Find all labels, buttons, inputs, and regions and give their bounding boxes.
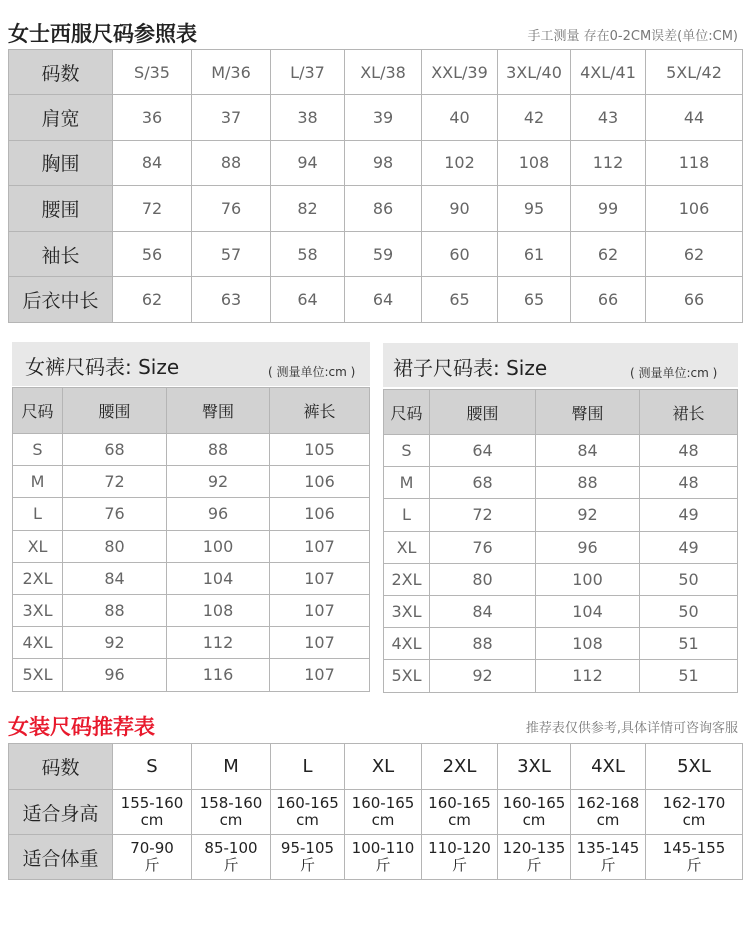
column-header: 裤长	[270, 388, 370, 434]
table-row	[13, 530, 370, 562]
table-cell: 80	[430, 563, 536, 595]
recommend-size-table	[8, 743, 743, 880]
column-header: 裙长	[640, 390, 738, 435]
table-cell: 94	[271, 140, 345, 186]
table-cell	[646, 835, 743, 880]
table-cell: 76	[430, 531, 536, 563]
range-unit: cm	[682, 811, 706, 829]
table-row	[384, 563, 738, 595]
recommend-chart-note: 推荐表仅供参考,具体详情可咨询客服	[525, 721, 738, 736]
table-cell: 66	[646, 277, 743, 323]
range-unit: cm	[296, 811, 319, 829]
table-row	[9, 95, 743, 141]
column-header: M	[192, 744, 271, 790]
table-cell: 64	[271, 277, 345, 323]
skirt-header-row	[384, 390, 738, 435]
table-cell	[498, 835, 571, 880]
table-cell: 50	[640, 563, 738, 595]
table-cell: 106	[270, 466, 370, 498]
table-cell: 36	[113, 95, 192, 141]
skirt-size-table	[383, 389, 738, 693]
table-cell: 104	[167, 562, 270, 594]
range-value: 110-120	[428, 839, 491, 857]
column-header: XL	[345, 744, 422, 790]
table-cell: 90	[422, 186, 498, 232]
table-row	[9, 186, 743, 232]
row-label: XL	[384, 531, 430, 563]
row-label: 后衣中长	[9, 277, 113, 323]
column-header: 3XL/40	[498, 50, 571, 95]
pants-header-row	[13, 388, 370, 434]
column-header: 尺码	[13, 388, 63, 434]
column-header: 2XL	[422, 744, 498, 790]
table-cell: 62	[571, 231, 646, 277]
table-cell: 80	[63, 530, 167, 562]
table-cell	[571, 835, 646, 880]
table-row	[13, 627, 370, 659]
row-label: M	[384, 467, 430, 499]
table-cell: 107	[270, 659, 370, 691]
table-row	[384, 531, 738, 563]
table-cell	[113, 790, 192, 835]
table-cell: 49	[640, 531, 738, 563]
column-header: 臀围	[167, 388, 270, 434]
table-cell: 92	[167, 466, 270, 498]
column-header: 腰围	[63, 388, 167, 434]
range-unit: cm	[219, 811, 243, 829]
pants-chart-title: 女裤尺码表: Size	[25, 355, 180, 379]
table-cell: 38	[271, 95, 345, 141]
column-header: L	[271, 744, 345, 790]
table-cell	[271, 835, 345, 880]
table-cell: 112	[167, 627, 270, 659]
table-cell: 95	[498, 186, 571, 232]
range-value: 135-145	[576, 839, 640, 857]
table-cell: 100	[167, 530, 270, 562]
table-cell: 118	[646, 140, 743, 186]
table-cell: 92	[63, 627, 167, 659]
row-label: L	[384, 499, 430, 531]
table-cell: 84	[536, 435, 640, 467]
range-unit: 斤	[451, 856, 467, 874]
table-row	[384, 628, 738, 660]
row-label: M	[13, 466, 63, 498]
table-cell: 59	[345, 231, 422, 277]
column-header: 5XL/42	[646, 50, 743, 95]
table-cell: 68	[430, 467, 536, 499]
table-cell: 112	[571, 140, 646, 186]
row-label: 5XL	[384, 660, 430, 692]
suit-chart-title: 女士西服尺码参照表	[8, 22, 197, 46]
table-cell: 61	[498, 231, 571, 277]
table-row	[13, 659, 370, 691]
suit-chart-note: 手工测量 存在0-2CM误差(单位:CM)	[527, 29, 738, 44]
table-cell: 108	[498, 140, 571, 186]
table-row	[9, 231, 743, 277]
table-cell	[192, 835, 271, 880]
range-value: 160-165	[428, 794, 491, 812]
table-cell	[113, 835, 192, 880]
table-cell: 42	[498, 95, 571, 141]
range-unit: 斤	[686, 856, 702, 874]
table-cell: 107	[270, 594, 370, 626]
table-cell: 66	[571, 277, 646, 323]
table-cell	[422, 790, 498, 835]
table-cell: 48	[640, 467, 738, 499]
table-cell: 51	[640, 660, 738, 692]
table-cell: 92	[536, 499, 640, 531]
table-cell: 37	[192, 95, 271, 141]
range-value: 120-135	[502, 839, 566, 857]
table-cell: 105	[270, 434, 370, 466]
row-label: 4XL	[384, 628, 430, 660]
table-cell: 88	[167, 434, 270, 466]
column-header: XXL/39	[422, 50, 498, 95]
table-cell: 98	[345, 140, 422, 186]
table-cell: 62	[113, 277, 192, 323]
table-cell: 88	[536, 467, 640, 499]
range-value: 95-105	[280, 839, 335, 857]
recommend-header-row	[9, 744, 743, 790]
skirt-chart-note: ( 测量单位:cm )	[630, 366, 718, 380]
table-cell: 72	[63, 466, 167, 498]
table-row	[9, 277, 743, 323]
row-label: 3XL	[13, 594, 63, 626]
range-unit: cm	[522, 811, 546, 829]
table-cell: 64	[345, 277, 422, 323]
column-header: 腰围	[430, 390, 536, 435]
range-unit: 斤	[144, 856, 160, 874]
table-row	[13, 498, 370, 530]
table-cell: 116	[167, 659, 270, 691]
range-value: 160-165	[351, 794, 415, 812]
range-value: 162-170	[662, 794, 726, 812]
table-cell: 86	[345, 186, 422, 232]
table-row	[384, 499, 738, 531]
table-row	[384, 660, 738, 692]
row-label: 3XL	[384, 595, 430, 627]
table-cell: 92	[430, 660, 536, 692]
table-cell: 84	[63, 562, 167, 594]
table-cell: 43	[571, 95, 646, 141]
range-value: 145-155	[662, 839, 726, 857]
table-cell	[192, 790, 271, 835]
table-cell: 88	[430, 628, 536, 660]
table-cell: 108	[536, 628, 640, 660]
column-header: M/36	[192, 50, 271, 95]
table-cell	[646, 790, 743, 835]
range-unit: 斤	[299, 856, 315, 874]
table-cell: 49	[640, 499, 738, 531]
table-cell: 88	[192, 140, 271, 186]
range-unit: cm	[371, 811, 395, 829]
table-row	[384, 595, 738, 627]
table-row	[13, 594, 370, 626]
table-cell: 44	[646, 95, 743, 141]
range-unit: 斤	[223, 856, 239, 874]
range-unit: cm	[596, 811, 620, 829]
column-header: L/37	[271, 50, 345, 95]
range-value: 85-100	[204, 839, 258, 857]
recommend-height-row	[9, 790, 743, 835]
row-label: 适合体重	[9, 835, 113, 880]
column-header: 码数	[9, 50, 113, 95]
table-cell: 51	[640, 628, 738, 660]
table-cell	[271, 790, 345, 835]
table-cell	[571, 790, 646, 835]
table-cell	[498, 790, 571, 835]
table-cell: 82	[271, 186, 345, 232]
table-cell: 56	[113, 231, 192, 277]
table-cell: 96	[167, 498, 270, 530]
row-label: L	[13, 498, 63, 530]
table-cell: 112	[536, 660, 640, 692]
range-value: 158-160	[199, 794, 263, 812]
table-cell: 57	[192, 231, 271, 277]
range-value: 70-90	[130, 839, 174, 857]
range-value: 100-110	[351, 839, 415, 857]
table-cell	[345, 835, 422, 880]
suit-header-row	[9, 50, 743, 95]
column-header: 尺码	[384, 390, 430, 435]
table-row	[384, 435, 738, 467]
table-cell: 99	[571, 186, 646, 232]
row-label: XL	[13, 530, 63, 562]
table-cell: 68	[63, 434, 167, 466]
row-label: 码数	[9, 744, 113, 790]
skirt-chart-title: 裙子尺码表: Size	[393, 356, 548, 380]
column-header: S	[113, 744, 192, 790]
pants-size-table	[12, 387, 370, 692]
range-unit: 斤	[526, 856, 542, 874]
range-value: 155-160	[120, 794, 184, 812]
table-cell: 65	[498, 277, 571, 323]
table-row	[13, 562, 370, 594]
table-cell: 88	[63, 594, 167, 626]
table-cell: 106	[646, 186, 743, 232]
column-header: 3XL	[498, 744, 571, 790]
table-cell: 50	[640, 595, 738, 627]
table-cell: 40	[422, 95, 498, 141]
table-row	[13, 434, 370, 466]
range-value: 160-165	[502, 794, 566, 812]
row-label: 适合身高	[9, 790, 113, 835]
range-unit: cm	[448, 811, 471, 829]
table-cell: 108	[167, 594, 270, 626]
row-label: 4XL	[13, 627, 63, 659]
row-label: 肩宽	[9, 95, 113, 141]
table-cell: 96	[63, 659, 167, 691]
row-label: 胸围	[9, 140, 113, 186]
table-cell: 107	[270, 562, 370, 594]
recommend-weight-row	[9, 835, 743, 880]
table-cell	[345, 790, 422, 835]
table-cell: 106	[270, 498, 370, 530]
table-cell: 39	[345, 95, 422, 141]
range-unit: 斤	[375, 856, 391, 874]
table-cell: 107	[270, 530, 370, 562]
column-header: 4XL	[571, 744, 646, 790]
row-label: 2XL	[384, 563, 430, 595]
range-value: 162-168	[576, 794, 640, 812]
range-unit: cm	[140, 811, 164, 829]
column-header: 4XL/41	[571, 50, 646, 95]
row-label: 腰围	[9, 186, 113, 232]
table-cell: 63	[192, 277, 271, 323]
table-cell: 96	[536, 531, 640, 563]
table-cell: 48	[640, 435, 738, 467]
row-label: S	[384, 435, 430, 467]
table-cell: 76	[63, 498, 167, 530]
row-label: 2XL	[13, 562, 63, 594]
suit-size-table	[8, 49, 743, 323]
table-cell: 102	[422, 140, 498, 186]
table-row	[13, 466, 370, 498]
column-header: S/35	[113, 50, 192, 95]
column-header: XL/38	[345, 50, 422, 95]
table-cell: 72	[113, 186, 192, 232]
row-label: 袖长	[9, 231, 113, 277]
recommend-chart-title: 女装尺码推荐表	[8, 715, 155, 739]
table-cell: 100	[536, 563, 640, 595]
table-row	[9, 140, 743, 186]
table-cell: 104	[536, 595, 640, 627]
table-cell: 58	[271, 231, 345, 277]
table-cell: 76	[192, 186, 271, 232]
column-header: 臀围	[536, 390, 640, 435]
table-cell: 72	[430, 499, 536, 531]
table-cell: 84	[113, 140, 192, 186]
table-cell: 64	[430, 435, 536, 467]
row-label: 5XL	[13, 659, 63, 691]
table-row	[384, 467, 738, 499]
range-value: 160-165	[276, 794, 339, 812]
table-cell: 60	[422, 231, 498, 277]
row-label: S	[13, 434, 63, 466]
table-cell: 62	[646, 231, 743, 277]
table-cell: 65	[422, 277, 498, 323]
table-cell	[422, 835, 498, 880]
range-unit: 斤	[600, 856, 616, 874]
table-cell: 84	[430, 595, 536, 627]
column-header: 5XL	[646, 744, 743, 790]
pants-chart-note: ( 测量单位:cm )	[268, 365, 356, 379]
table-cell: 107	[270, 627, 370, 659]
